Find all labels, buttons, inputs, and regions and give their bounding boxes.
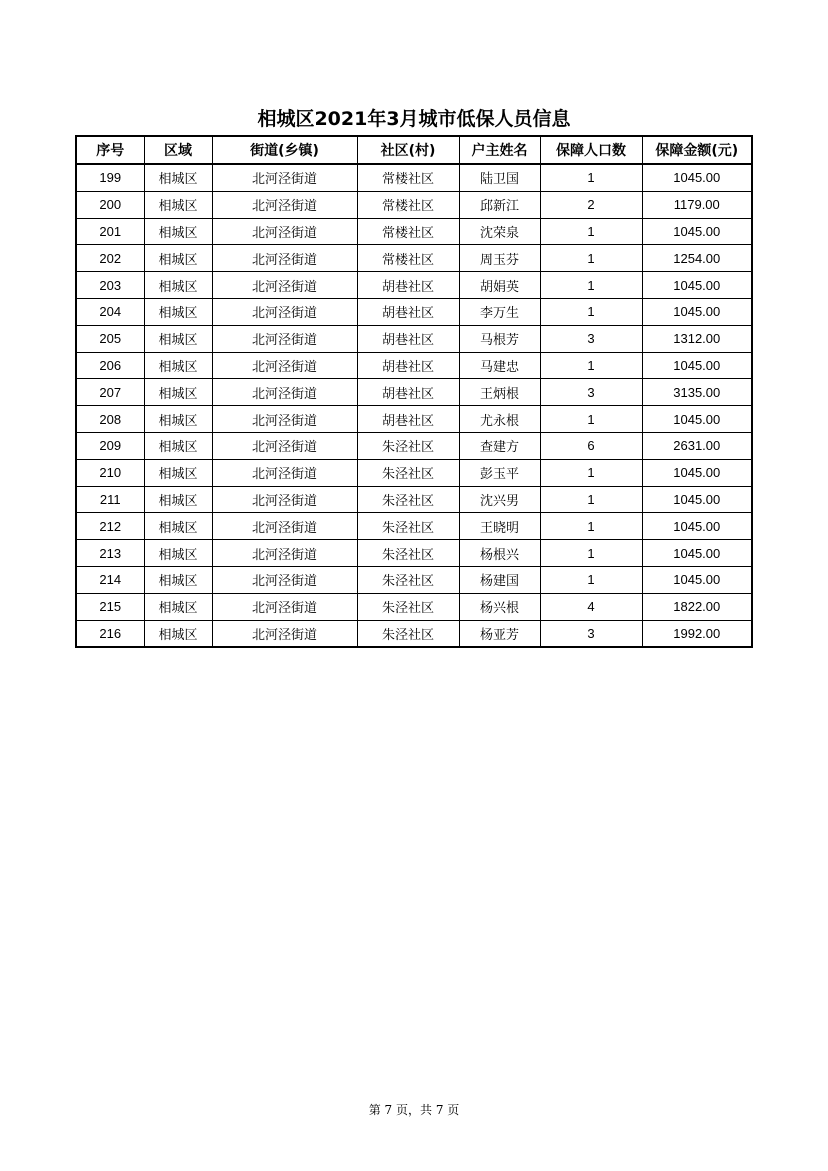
cell-people-count: 4	[540, 593, 642, 620]
cell-amount: 1045.00	[642, 352, 752, 379]
cell-street: 北河泾街道	[212, 593, 357, 620]
cell-serial: 203	[76, 272, 144, 299]
cell-people-count: 2	[540, 191, 642, 218]
cell-amount: 1045.00	[642, 406, 752, 433]
cell-street: 北河泾街道	[212, 486, 357, 513]
cell-community: 常楼社区	[357, 191, 459, 218]
cell-serial: 206	[76, 352, 144, 379]
cell-community: 朱泾社区	[357, 620, 459, 647]
cell-householder: 陆卫国	[459, 164, 540, 191]
cell-region: 相城区	[144, 272, 212, 299]
cell-serial: 211	[76, 486, 144, 513]
cell-region: 相城区	[144, 513, 212, 540]
cell-serial: 213	[76, 540, 144, 567]
cell-street: 北河泾街道	[212, 218, 357, 245]
cell-community: 胡巷社区	[357, 298, 459, 325]
table-row	[76, 540, 752, 567]
cell-street: 北河泾街道	[212, 325, 357, 352]
cell-householder: 彭玉平	[459, 459, 540, 486]
cell-people-count: 1	[540, 298, 642, 325]
cell-community: 朱泾社区	[357, 486, 459, 513]
header-community: 社区(村)	[357, 136, 459, 164]
cell-people-count: 3	[540, 325, 642, 352]
cell-region: 相城区	[144, 620, 212, 647]
table-row	[76, 593, 752, 620]
cell-people-count: 1	[540, 272, 642, 299]
cell-street: 北河泾街道	[212, 245, 357, 272]
cell-householder: 马建忠	[459, 352, 540, 379]
cell-serial: 209	[76, 432, 144, 459]
table-row	[76, 513, 752, 540]
cell-street: 北河泾街道	[212, 513, 357, 540]
cell-community: 胡巷社区	[357, 379, 459, 406]
cell-serial: 214	[76, 566, 144, 593]
cell-community: 胡巷社区	[357, 406, 459, 433]
cell-amount: 2631.00	[642, 432, 752, 459]
cell-householder: 沈兴男	[459, 486, 540, 513]
cell-community: 胡巷社区	[357, 325, 459, 352]
cell-householder: 王晓明	[459, 513, 540, 540]
cell-householder: 沈荣泉	[459, 218, 540, 245]
cell-amount: 1992.00	[642, 620, 752, 647]
header-householder: 户主姓名	[459, 136, 540, 164]
cell-community: 胡巷社区	[357, 352, 459, 379]
cell-region: 相城区	[144, 352, 212, 379]
cell-people-count: 1	[540, 164, 642, 191]
cell-people-count: 1	[540, 513, 642, 540]
table-body	[76, 164, 752, 647]
cell-street: 北河泾街道	[212, 432, 357, 459]
cell-householder: 杨亚芳	[459, 620, 540, 647]
cell-region: 相城区	[144, 459, 212, 486]
cell-region: 相城区	[144, 191, 212, 218]
cell-amount: 1179.00	[642, 191, 752, 218]
cell-region: 相城区	[144, 432, 212, 459]
cell-householder: 周玉芬	[459, 245, 540, 272]
cell-community: 朱泾社区	[357, 459, 459, 486]
cell-region: 相城区	[144, 486, 212, 513]
table-row	[76, 191, 752, 218]
cell-street: 北河泾街道	[212, 379, 357, 406]
cell-amount: 1045.00	[642, 459, 752, 486]
cell-community: 朱泾社区	[357, 593, 459, 620]
cell-community: 朱泾社区	[357, 432, 459, 459]
cell-amount: 1045.00	[642, 566, 752, 593]
cell-serial: 216	[76, 620, 144, 647]
cell-householder: 杨兴根	[459, 593, 540, 620]
cell-street: 北河泾街道	[212, 164, 357, 191]
cell-street: 北河泾街道	[212, 352, 357, 379]
cell-amount: 1312.00	[642, 325, 752, 352]
cell-region: 相城区	[144, 379, 212, 406]
cell-community: 朱泾社区	[357, 540, 459, 567]
cell-amount: 3135.00	[642, 379, 752, 406]
header-people-count: 保障人口数	[540, 136, 642, 164]
cell-street: 北河泾街道	[212, 459, 357, 486]
cell-people-count: 1	[540, 352, 642, 379]
cell-people-count: 1	[540, 486, 642, 513]
cell-amount: 1045.00	[642, 298, 752, 325]
cell-community: 常楼社区	[357, 245, 459, 272]
table-row	[76, 272, 752, 299]
cell-householder: 王炳根	[459, 379, 540, 406]
cell-serial: 204	[76, 298, 144, 325]
cell-amount: 1045.00	[642, 164, 752, 191]
cell-householder: 尤永根	[459, 406, 540, 433]
cell-region: 相城区	[144, 245, 212, 272]
cell-street: 北河泾街道	[212, 540, 357, 567]
cell-amount: 1045.00	[642, 218, 752, 245]
table-row	[76, 164, 752, 191]
cell-serial: 208	[76, 406, 144, 433]
table-row	[76, 325, 752, 352]
cell-householder: 胡娟英	[459, 272, 540, 299]
table-row	[76, 620, 752, 647]
cell-amount: 1045.00	[642, 486, 752, 513]
header-region: 区域	[144, 136, 212, 164]
cell-community: 胡巷社区	[357, 272, 459, 299]
cell-serial: 205	[76, 325, 144, 352]
cell-amount: 1045.00	[642, 540, 752, 567]
header-street: 街道(乡镇)	[212, 136, 357, 164]
cell-serial: 199	[76, 164, 144, 191]
header-amount: 保障金额(元)	[642, 136, 752, 164]
cell-community: 常楼社区	[357, 164, 459, 191]
table-row	[76, 566, 752, 593]
cell-region: 相城区	[144, 566, 212, 593]
cell-region: 相城区	[144, 406, 212, 433]
cell-region: 相城区	[144, 540, 212, 567]
cell-serial: 212	[76, 513, 144, 540]
cell-people-count: 3	[540, 379, 642, 406]
cell-people-count: 1	[540, 218, 642, 245]
cell-community: 朱泾社区	[357, 513, 459, 540]
cell-serial: 200	[76, 191, 144, 218]
cell-region: 相城区	[144, 164, 212, 191]
cell-householder: 李万生	[459, 298, 540, 325]
cell-community: 朱泾社区	[357, 566, 459, 593]
cell-householder: 杨根兴	[459, 540, 540, 567]
cell-serial: 207	[76, 379, 144, 406]
document-title: 相城区2021年3月城市低保人员信息	[257, 108, 571, 130]
low-income-table	[75, 135, 753, 648]
table-row	[76, 379, 752, 406]
table-row	[76, 432, 752, 459]
cell-serial: 201	[76, 218, 144, 245]
table-row	[76, 298, 752, 325]
table-row	[76, 459, 752, 486]
cell-people-count: 1	[540, 245, 642, 272]
cell-serial: 202	[76, 245, 144, 272]
cell-street: 北河泾街道	[212, 272, 357, 299]
cell-people-count: 1	[540, 540, 642, 567]
cell-people-count: 1	[540, 566, 642, 593]
header-serial: 序号	[76, 136, 144, 164]
cell-community: 常楼社区	[357, 218, 459, 245]
cell-amount: 1045.00	[642, 272, 752, 299]
cell-region: 相城区	[144, 298, 212, 325]
table-header-row	[76, 136, 752, 164]
cell-people-count: 6	[540, 432, 642, 459]
cell-serial: 215	[76, 593, 144, 620]
table-row	[76, 245, 752, 272]
cell-people-count: 1	[540, 459, 642, 486]
cell-region: 相城区	[144, 325, 212, 352]
cell-amount: 1045.00	[642, 513, 752, 540]
page-footer: 第 7 页，共 7 页	[368, 1103, 460, 1117]
cell-people-count: 3	[540, 620, 642, 647]
cell-householder: 杨建国	[459, 566, 540, 593]
table-row	[76, 406, 752, 433]
cell-street: 北河泾街道	[212, 566, 357, 593]
cell-householder: 查建方	[459, 432, 540, 459]
cell-amount: 1822.00	[642, 593, 752, 620]
cell-serial: 210	[76, 459, 144, 486]
cell-householder: 邱新江	[459, 191, 540, 218]
cell-householder: 马根芳	[459, 325, 540, 352]
cell-region: 相城区	[144, 218, 212, 245]
cell-street: 北河泾街道	[212, 191, 357, 218]
table-row	[76, 352, 752, 379]
cell-region: 相城区	[144, 593, 212, 620]
table-row	[76, 486, 752, 513]
cell-street: 北河泾街道	[212, 406, 357, 433]
cell-people-count: 1	[540, 406, 642, 433]
cell-street: 北河泾街道	[212, 298, 357, 325]
cell-amount: 1254.00	[642, 245, 752, 272]
table-row	[76, 218, 752, 245]
cell-street: 北河泾街道	[212, 620, 357, 647]
